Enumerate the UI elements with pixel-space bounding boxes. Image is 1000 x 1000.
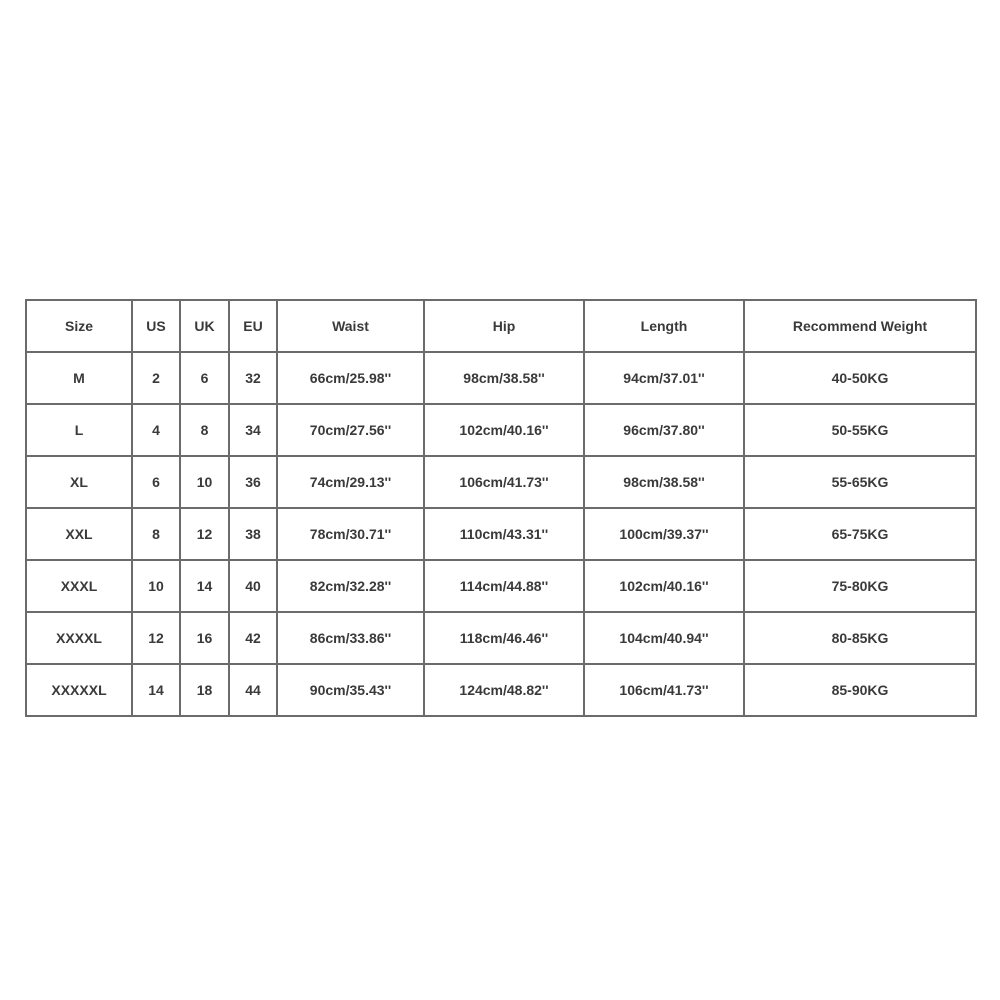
cell-length: 98cm/38.58'' [584, 456, 744, 508]
cell-recommend-weight: 80-85KG [744, 612, 976, 664]
cell-size: XXXXXL [26, 664, 132, 716]
header-length: Length [584, 300, 744, 352]
cell-us: 8 [132, 508, 180, 560]
header-recommend-weight: Recommend Weight [744, 300, 976, 352]
cell-waist: 90cm/35.43'' [277, 664, 424, 716]
cell-uk: 16 [180, 612, 229, 664]
cell-eu: 44 [229, 664, 277, 716]
cell-hip: 124cm/48.82'' [424, 664, 584, 716]
cell-us: 10 [132, 560, 180, 612]
cell-hip: 110cm/43.31'' [424, 508, 584, 560]
cell-waist: 66cm/25.98'' [277, 352, 424, 404]
cell-size: XXXL [26, 560, 132, 612]
cell-hip: 118cm/46.46'' [424, 612, 584, 664]
cell-length: 94cm/37.01'' [584, 352, 744, 404]
header-us: US [132, 300, 180, 352]
cell-eu: 34 [229, 404, 277, 456]
table-row [26, 612, 976, 664]
cell-length: 96cm/37.80'' [584, 404, 744, 456]
table-row [26, 508, 976, 560]
table-row [26, 456, 976, 508]
cell-eu: 32 [229, 352, 277, 404]
cell-size: XL [26, 456, 132, 508]
cell-hip: 102cm/40.16'' [424, 404, 584, 456]
cell-length: 102cm/40.16'' [584, 560, 744, 612]
cell-eu: 40 [229, 560, 277, 612]
cell-us: 14 [132, 664, 180, 716]
cell-eu: 38 [229, 508, 277, 560]
cell-waist: 86cm/33.86'' [277, 612, 424, 664]
cell-size: XXL [26, 508, 132, 560]
cell-uk: 14 [180, 560, 229, 612]
cell-length: 104cm/40.94'' [584, 612, 744, 664]
cell-us: 6 [132, 456, 180, 508]
cell-us: 12 [132, 612, 180, 664]
cell-uk: 8 [180, 404, 229, 456]
cell-uk: 6 [180, 352, 229, 404]
cell-uk: 12 [180, 508, 229, 560]
cell-hip: 114cm/44.88'' [424, 560, 584, 612]
cell-uk: 18 [180, 664, 229, 716]
header-eu: EU [229, 300, 277, 352]
cell-size: L [26, 404, 132, 456]
header-uk: UK [180, 300, 229, 352]
cell-hip: 98cm/38.58'' [424, 352, 584, 404]
cell-length: 100cm/39.37'' [584, 508, 744, 560]
header-hip: Hip [424, 300, 584, 352]
cell-recommend-weight: 55-65KG [744, 456, 976, 508]
cell-us: 4 [132, 404, 180, 456]
cell-recommend-weight: 50-55KG [744, 404, 976, 456]
table-row [26, 664, 976, 716]
cell-size: XXXXL [26, 612, 132, 664]
cell-waist: 82cm/32.28'' [277, 560, 424, 612]
cell-uk: 10 [180, 456, 229, 508]
cell-recommend-weight: 65-75KG [744, 508, 976, 560]
table-row [26, 352, 976, 404]
cell-waist: 78cm/30.71'' [277, 508, 424, 560]
size-chart-table [25, 299, 977, 717]
cell-hip: 106cm/41.73'' [424, 456, 584, 508]
cell-size: M [26, 352, 132, 404]
cell-eu: 42 [229, 612, 277, 664]
cell-eu: 36 [229, 456, 277, 508]
cell-waist: 74cm/29.13'' [277, 456, 424, 508]
table-row [26, 404, 976, 456]
header-waist: Waist [277, 300, 424, 352]
table-row [26, 560, 976, 612]
cell-recommend-weight: 75-80KG [744, 560, 976, 612]
cell-recommend-weight: 85-90KG [744, 664, 976, 716]
header-size: Size [26, 300, 132, 352]
table-header-row [26, 300, 976, 352]
cell-waist: 70cm/27.56'' [277, 404, 424, 456]
cell-recommend-weight: 40-50KG [744, 352, 976, 404]
cell-us: 2 [132, 352, 180, 404]
cell-length: 106cm/41.73'' [584, 664, 744, 716]
